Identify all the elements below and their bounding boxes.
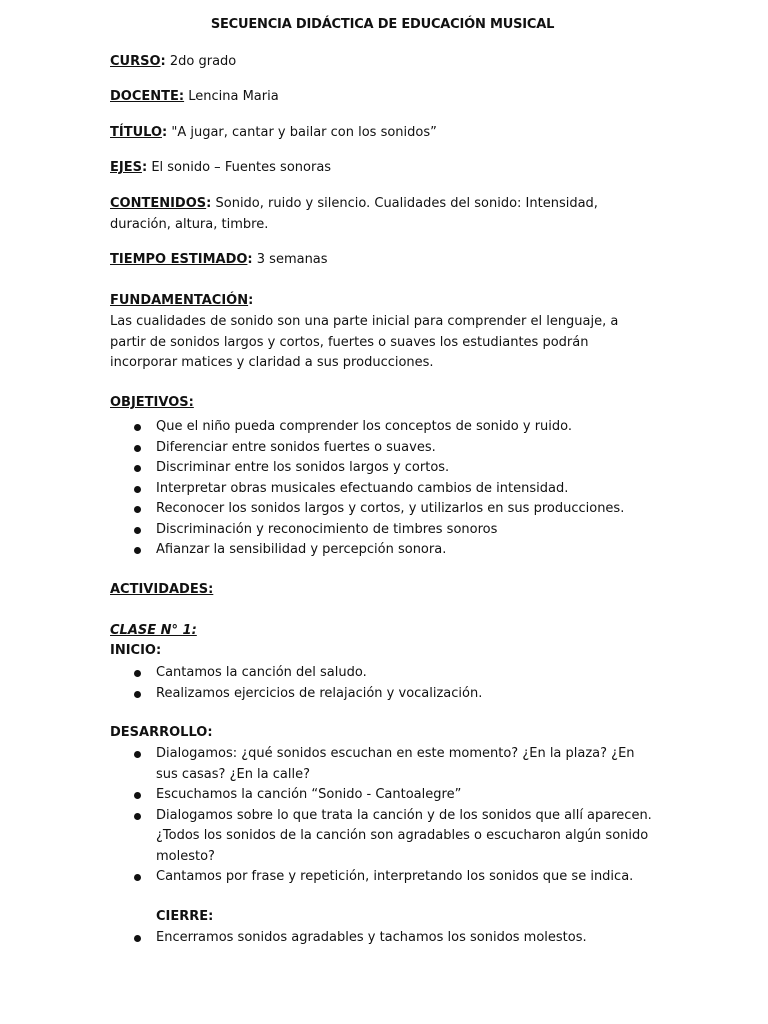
contenidos-colon: : [206, 196, 212, 211]
objetivos-heading [110, 393, 655, 413]
contenidos-value: Sonido, ruido y silencio. Cualidades del sonido: Intensidad, duración, altura, timbre. [110, 196, 598, 232]
tiempo-label: TIEMPO ESTIMADO [110, 252, 248, 267]
desarrollo-list [110, 744, 655, 888]
ejes-line [110, 158, 655, 178]
list-item: Diferenciar entre sonidos fuertes o suaves. [110, 438, 655, 459]
cierre-list [110, 928, 655, 949]
fundamentacion-label: FUNDAMENTACIÓN [110, 293, 249, 308]
titulo-value: "A jugar, cantar y bailar con los sonidos” [171, 125, 437, 140]
curso-line [110, 52, 655, 72]
inicio-heading [110, 641, 655, 661]
cierre-heading [156, 907, 655, 927]
cierre-label: CIERRE: [156, 909, 214, 924]
list-item: Dialogamos: ¿qué sonidos escuchan en este momento? ¿En la plaza? ¿En sus casas? ¿En la calle? [110, 744, 655, 785]
list-item: Afianzar la sensibilidad y percepción sonora. [110, 540, 655, 561]
bullet-icon [134, 935, 141, 942]
tiempo-value: 3 semanas [256, 252, 328, 267]
docente-label: DOCENTE: [110, 89, 185, 104]
bullet-icon [134, 547, 141, 554]
curso-label: CURSO [110, 54, 161, 69]
inicio-label: INICIO: [110, 643, 162, 658]
titulo-colon: : [162, 125, 168, 140]
list-item: Reconocer los sonidos largos y cortos, y utilizarlos en sus producciones. [110, 499, 655, 520]
bullet-icon [134, 486, 141, 493]
inicio-list [110, 663, 655, 704]
objetivos-list [110, 417, 655, 561]
actividades-label: ACTIVIDADES: [110, 582, 214, 597]
tiempo-line [110, 250, 655, 270]
bullet-icon [134, 527, 141, 534]
bullet-icon [134, 792, 141, 799]
list-item: Discriminar entre los sonidos largos y cortos. [110, 458, 655, 479]
titulo-line [110, 123, 655, 143]
curso-colon: : [160, 54, 166, 69]
desarrollo-heading [110, 723, 655, 743]
bullet-icon [134, 813, 141, 820]
ejes-colon: : [141, 160, 148, 175]
ejes-label: EJES [110, 160, 142, 175]
contenidos-label: CONTENIDOS [110, 196, 207, 211]
docente-line [110, 87, 655, 107]
clase-label: CLASE N° 1: [110, 623, 197, 638]
list-item: Escuchamos la canción “Sonido - Cantoalegre” [110, 785, 655, 806]
bullet-icon [134, 465, 141, 472]
bullet-icon [134, 751, 141, 758]
list-item: Dialogamos sobre lo que trata la canción y de los sonidos que allí aparecen. ¿Todos los sonidos de la canción son agradables o escucharon algún sonido molesto? [110, 806, 655, 868]
desarrollo-label: DESARROLLO: [110, 725, 213, 740]
bullet-icon [134, 424, 141, 431]
bullet-icon [134, 874, 141, 881]
list-item: Cantamos por frase y repetición, interpretando los sonidos que se indica. [110, 867, 655, 888]
contenidos-line [110, 194, 655, 235]
document-title: SECUENCIA DIDÁCTICA DE EDUCACIÓN MUSICAL [210, 17, 555, 32]
list-item: Que el niño pueda comprender los conceptos de sonido y ruido. [110, 417, 655, 438]
list-item: Encerramos sonidos agradables y tachamos los sonidos molestos. [110, 928, 655, 949]
titulo-label: TÍTULO [110, 125, 162, 140]
objetivos-label: OBJETIVOS: [110, 395, 194, 410]
actividades-heading [110, 580, 655, 600]
fundamentacion-heading [110, 291, 655, 311]
list-item: Realizamos ejercicios de relajación y vocalización. [110, 684, 655, 705]
ejes-value: El sonido – Fuentes sonoras [151, 160, 332, 175]
list-item: Discriminación y reconocimiento de timbres sonoros [110, 520, 655, 541]
fundamentacion-text: Las cualidades de sonido son una parte inicial para comprender el lenguaje, a partir de sonidos largos y cortos, fuertes o suaves los estudiantes podrán incorporar matices y claridad a sus producciones. [110, 314, 619, 370]
bullet-icon [134, 445, 141, 452]
bullet-icon [134, 670, 141, 677]
bullet-icon [134, 506, 141, 513]
list-item: Interpretar obras musicales efectuando cambios de intensidad. [110, 479, 655, 500]
tiempo-colon: : [247, 252, 253, 267]
curso-value: 2do grado [169, 54, 237, 69]
docente-value: Lencina Maria [188, 89, 279, 104]
fundamentacion-colon: : [248, 293, 254, 308]
bullet-icon [134, 691, 141, 698]
clase-heading [110, 621, 655, 641]
list-item: Cantamos la canción del saludo. [110, 663, 655, 684]
